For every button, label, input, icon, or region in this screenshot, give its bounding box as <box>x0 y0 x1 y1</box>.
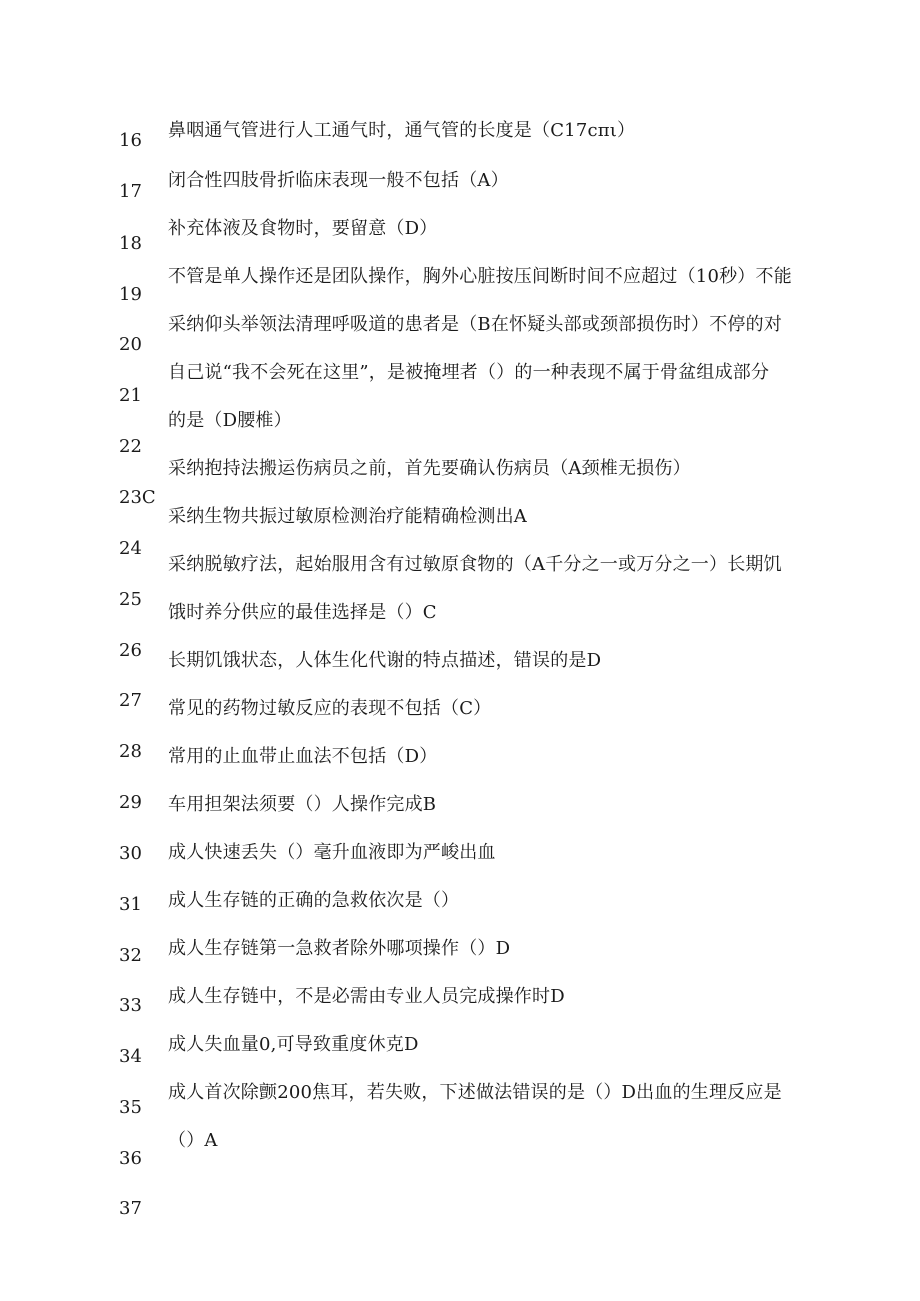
question-number: 20 <box>119 334 142 355</box>
question-number: 35 <box>119 1097 142 1118</box>
question-text-line: 采纳仰头举领法清理呼吸道的患者是（B在怀疑头部或颈部损伤时）不停的对 <box>168 314 783 335</box>
question-text-line: 闭合性四肢骨折临床表现一般不包括（A） <box>168 170 509 191</box>
question-number: 21 <box>119 385 142 406</box>
question-number: 24 <box>119 538 142 559</box>
question-number: 34 <box>119 1046 142 1067</box>
question-text-line: 成人生存链的正确的急救依次是（） <box>168 890 460 911</box>
question-number: 32 <box>119 945 142 966</box>
question-number: 31 <box>119 894 142 915</box>
question-number: 22 <box>119 436 142 457</box>
question-text-line: 的是（D腰椎） <box>168 410 292 431</box>
question-text-line: 成人首次除颤200焦耳，若失败，下述做法错误的是（）D出血的生理反应是 <box>168 1082 782 1103</box>
question-number: 17 <box>119 181 142 202</box>
question-number: 25 <box>119 589 142 610</box>
question-number: 29 <box>119 792 142 813</box>
question-number: 18 <box>119 233 142 254</box>
question-number: 36 <box>119 1148 142 1169</box>
question-text-line: 饿时养分供应的最佳选择是（）C <box>168 602 437 623</box>
question-number: 27 <box>119 690 142 711</box>
question-text-line: 常见的药物过敏反应的表现不包括（C） <box>168 698 492 719</box>
question-number: 16 <box>119 130 142 151</box>
question-text-line: （）A <box>168 1130 218 1151</box>
question-text-line: 长期饥饿状态，人体生化代谢的特点描述，错误的是D <box>168 650 602 671</box>
question-text-line: 鼻咽通气管进行人工通气时，通气管的长度是（C17cπι） <box>168 120 636 141</box>
question-text-line: 采纳脱敏疗法，起始服用含有过敏原食物的（A千分之一或万分之一）长期饥 <box>168 554 782 575</box>
question-text-line: 成人生存链中，不是必需由专业人员完成操作时D <box>168 986 565 1007</box>
question-text-line: 不管是单人操作还是团队操作，胸外心脏按压间断时间不应超过（10秒）不能 <box>168 266 792 287</box>
question-text-line: 成人快速丢失（）毫升血液即为严峻出血 <box>168 842 496 863</box>
question-text-line: 补充体液及食物时，要留意（D） <box>168 218 438 239</box>
question-text-line: 自己说“我不会死在这里”，是被掩埋者（）的一种表现不属于骨盆组成部分 <box>168 362 770 383</box>
question-text-line: 采纳生物共振过敏原检测治疗能精确检测出A <box>168 506 527 527</box>
question-text-line: 采纳抱持法搬运伤病员之前，首先要确认伤病员（A颈椎无损伤） <box>168 458 691 479</box>
question-number: 33 <box>119 995 142 1016</box>
question-text-line: 成人失血量0,可导致重度休克D <box>168 1034 419 1055</box>
question-number: 23C <box>119 487 156 508</box>
question-text-line: 车用担架法须要（）人操作完成B <box>168 794 437 815</box>
question-number: 28 <box>119 741 142 762</box>
question-number: 37 <box>119 1198 142 1219</box>
question-number: 30 <box>119 843 142 864</box>
question-text-line: 成人生存链第一急救者除外哪项操作（）D <box>168 938 511 959</box>
question-text-line: 常用的止血带止血法不包括（D） <box>168 746 438 767</box>
question-number: 26 <box>119 640 142 661</box>
question-number: 19 <box>119 284 142 305</box>
